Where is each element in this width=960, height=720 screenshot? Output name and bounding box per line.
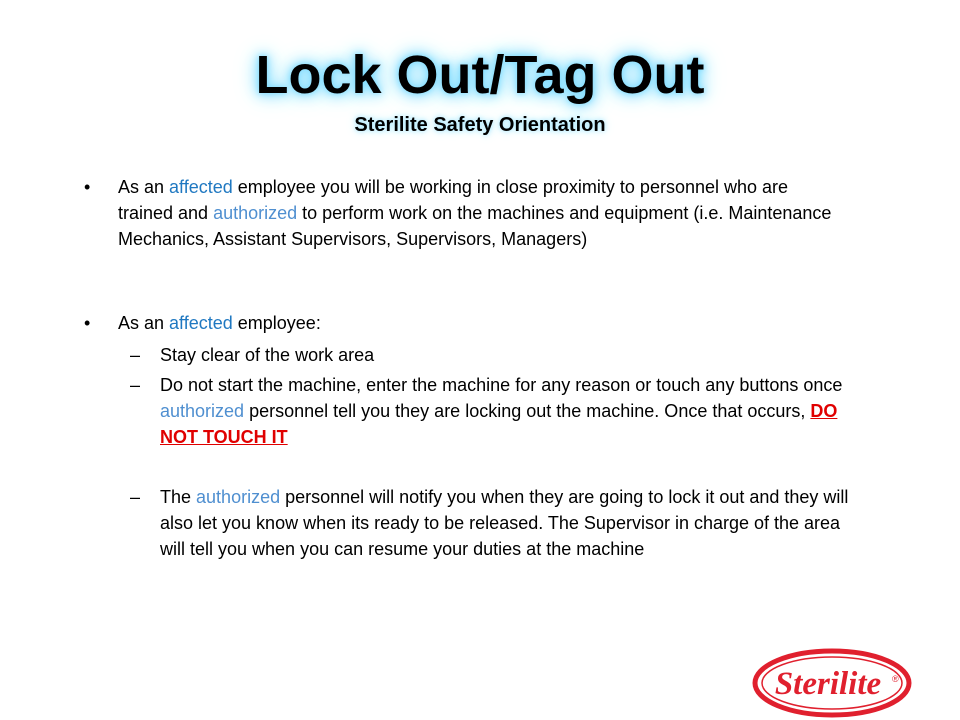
bullet-text: As an (118, 177, 170, 197)
bullet-text: to perform work on the machines and equipment (i.e. Maintenance Mechanics, Assistant Supervisors, Supervisors, Managers) (118, 203, 832, 249)
keyword-authorized: authorized (160, 401, 245, 421)
slide-title: Lock Out/Tag Out (255, 45, 705, 105)
keyword-affected: affected (169, 313, 233, 333)
bullet-text: personnel will notify you when they are going to lock it out and they will also let you know when its ready to be released. The Supervisor in charge of the area will tell you when you can resume your duties at the machine (160, 487, 849, 559)
bullet-marker: • (84, 177, 91, 197)
sub-bullet-marker: – (130, 375, 141, 395)
sub-bullet-marker: – (130, 487, 141, 507)
bullet-text: The (160, 487, 197, 507)
bullet-text: Do not start the machine, enter the machine for any reason or touch any buttons once (160, 375, 843, 395)
sub-bullet-marker: – (130, 345, 141, 365)
logo-wordmark: Sterilite (774, 666, 882, 702)
sterilite-logo (752, 648, 912, 718)
bullet-text: personnel tell you they are locking out the machine. Once that occurs, (244, 401, 811, 421)
sub-bullet-stay-clear: Stay clear of the work area (160, 345, 375, 365)
keyword-authorized: authorized (213, 203, 298, 223)
keyword-affected: affected (169, 177, 233, 197)
sub-bullet-notification (160, 484, 850, 562)
bullet-text: As an (118, 313, 170, 333)
bullet-proximity (118, 174, 848, 252)
slide-subtitle: Sterilite Safety Orientation (354, 114, 606, 136)
bullet-text: employee: (232, 313, 321, 333)
keyword-authorized: authorized (196, 487, 281, 507)
bullet-text: employee you will be working in close proximity to personnel who are trained and (118, 177, 789, 223)
bullet-marker: • (84, 313, 91, 333)
sub-bullet-do-not-start (160, 372, 850, 450)
logo-registered-mark: ® (892, 674, 899, 684)
warning-do-not-touch: DO NOT TOUCH IT (160, 401, 838, 447)
bullet-affected-employee (118, 310, 848, 336)
